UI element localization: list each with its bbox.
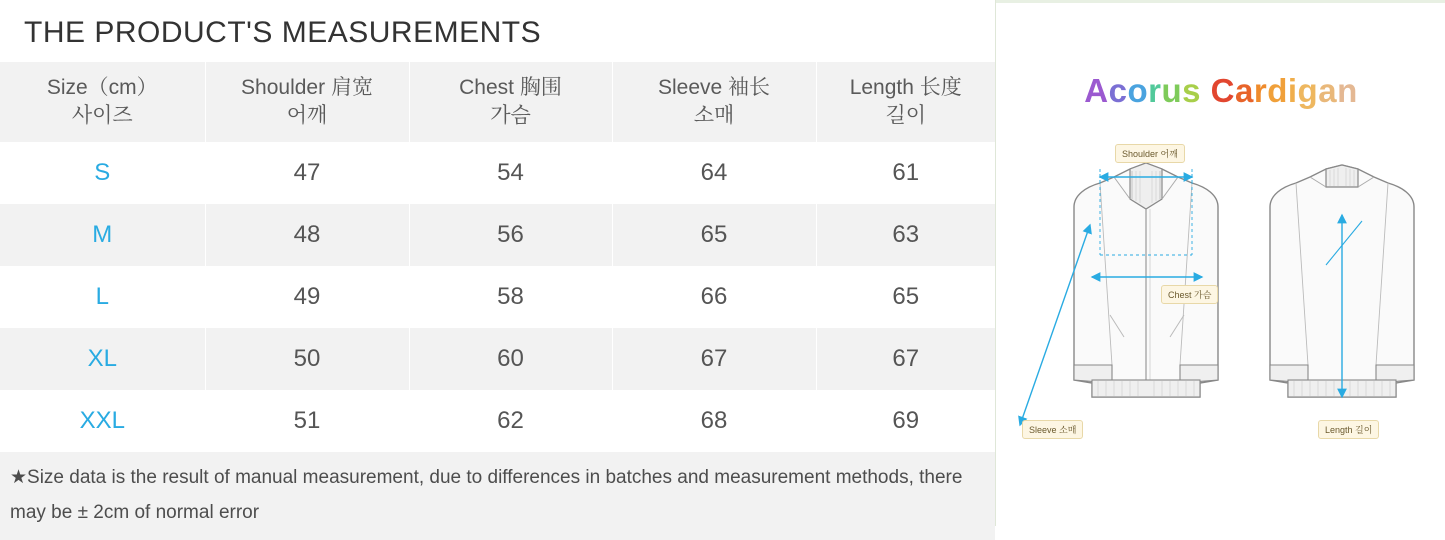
brand-letter-0: A bbox=[1084, 72, 1109, 109]
cell-shoulder: 48 bbox=[205, 204, 409, 266]
brand-letter-1: c bbox=[1108, 72, 1128, 109]
measurements-table bbox=[0, 62, 995, 452]
column-header-size-sub: 사이즈 bbox=[71, 104, 133, 127]
column-header-sleeve-main: Sleeve 袖长 bbox=[657, 75, 771, 99]
column-header-chest-sub: 가슴 bbox=[490, 104, 531, 127]
table-row bbox=[0, 142, 995, 204]
brand-title bbox=[996, 72, 1445, 110]
column-header-shoulder-main: Shoulder 肩宽 bbox=[241, 75, 373, 99]
cell-length: 63 bbox=[816, 204, 995, 266]
table-row bbox=[0, 204, 995, 266]
panel-top-rule bbox=[996, 0, 1445, 3]
cell-length: 65 bbox=[816, 266, 995, 328]
brand-letter-5: s bbox=[1182, 72, 1201, 109]
cell-length: 61 bbox=[816, 142, 995, 204]
cell-shoulder: 49 bbox=[205, 266, 409, 328]
cell-shoulder: 51 bbox=[205, 390, 409, 452]
brand-letter-8: a bbox=[1235, 72, 1254, 109]
page-title: THE PRODUCT'S MEASUREMENTS bbox=[24, 16, 542, 49]
column-header-shoulder-sub: 어깨 bbox=[286, 104, 328, 127]
column-header-sleeve-sub: 소매 bbox=[693, 104, 735, 127]
cell-size: S bbox=[0, 142, 205, 204]
cell-size: XXL bbox=[0, 390, 205, 452]
table-row bbox=[0, 390, 995, 452]
brand-letter-9: r bbox=[1253, 72, 1268, 109]
table-header-row bbox=[0, 62, 995, 142]
cell-chest: 60 bbox=[409, 328, 612, 390]
cell-sleeve: 64 bbox=[612, 142, 816, 204]
table-row bbox=[0, 328, 995, 390]
cell-size: M bbox=[0, 204, 205, 266]
brand-letter-3: r bbox=[1148, 72, 1162, 109]
jacket-front-illustration bbox=[1074, 163, 1218, 397]
column-header-length-main: Length 长度 bbox=[849, 75, 962, 99]
cell-size: XL bbox=[0, 328, 205, 390]
brand-letter-7: C bbox=[1210, 72, 1235, 109]
label-shoulder: Shoulder 어깨 bbox=[1115, 144, 1185, 163]
cell-sleeve: 66 bbox=[612, 266, 816, 328]
cell-shoulder: 50 bbox=[205, 328, 409, 390]
column-header-shoulder bbox=[205, 62, 409, 142]
cell-sleeve: 68 bbox=[612, 390, 816, 452]
cell-shoulder: 47 bbox=[205, 142, 409, 204]
label-chest: Chest 가슴 bbox=[1161, 285, 1218, 304]
label-length: Length 길이 bbox=[1318, 420, 1379, 439]
brand-letter-2: o bbox=[1127, 72, 1149, 109]
cell-chest: 62 bbox=[409, 390, 612, 452]
cell-sleeve: 67 bbox=[612, 328, 816, 390]
cell-sleeve: 65 bbox=[612, 204, 816, 266]
product-illustration-panel bbox=[995, 0, 1445, 526]
cell-length: 67 bbox=[816, 328, 995, 390]
brand-letter-12: g bbox=[1297, 72, 1319, 109]
label-sleeve: Sleeve 소매 bbox=[1022, 420, 1083, 439]
cell-size: L bbox=[0, 266, 205, 328]
column-header-chest-main: Chest 胸围 bbox=[459, 75, 562, 99]
brand-letter-11: i bbox=[1287, 72, 1298, 109]
brand-letter-4: u bbox=[1161, 72, 1183, 109]
brand-letter-14: n bbox=[1337, 72, 1358, 109]
brand-letter-10: d bbox=[1267, 72, 1288, 109]
column-header-length-sub: 길이 bbox=[885, 104, 927, 127]
cell-chest: 54 bbox=[409, 142, 612, 204]
cell-chest: 56 bbox=[409, 204, 612, 266]
measurement-disclaimer: ★Size data is the result of manual measurement, due to differences in batches and measurement methods, there may be ± 2cm of normal error bbox=[0, 452, 995, 540]
brand-letter-13: a bbox=[1318, 72, 1338, 109]
column-header-sleeve bbox=[612, 62, 816, 142]
column-header-size-main: Size（cm） bbox=[46, 75, 158, 99]
cell-chest: 58 bbox=[409, 266, 612, 328]
brand-letter-6 bbox=[1201, 72, 1211, 109]
column-header-size bbox=[0, 62, 205, 142]
cell-length: 69 bbox=[816, 390, 995, 452]
column-header-length bbox=[816, 62, 995, 142]
table-row bbox=[0, 266, 995, 328]
column-header-chest bbox=[409, 62, 612, 142]
garment-diagram bbox=[1004, 125, 1440, 455]
